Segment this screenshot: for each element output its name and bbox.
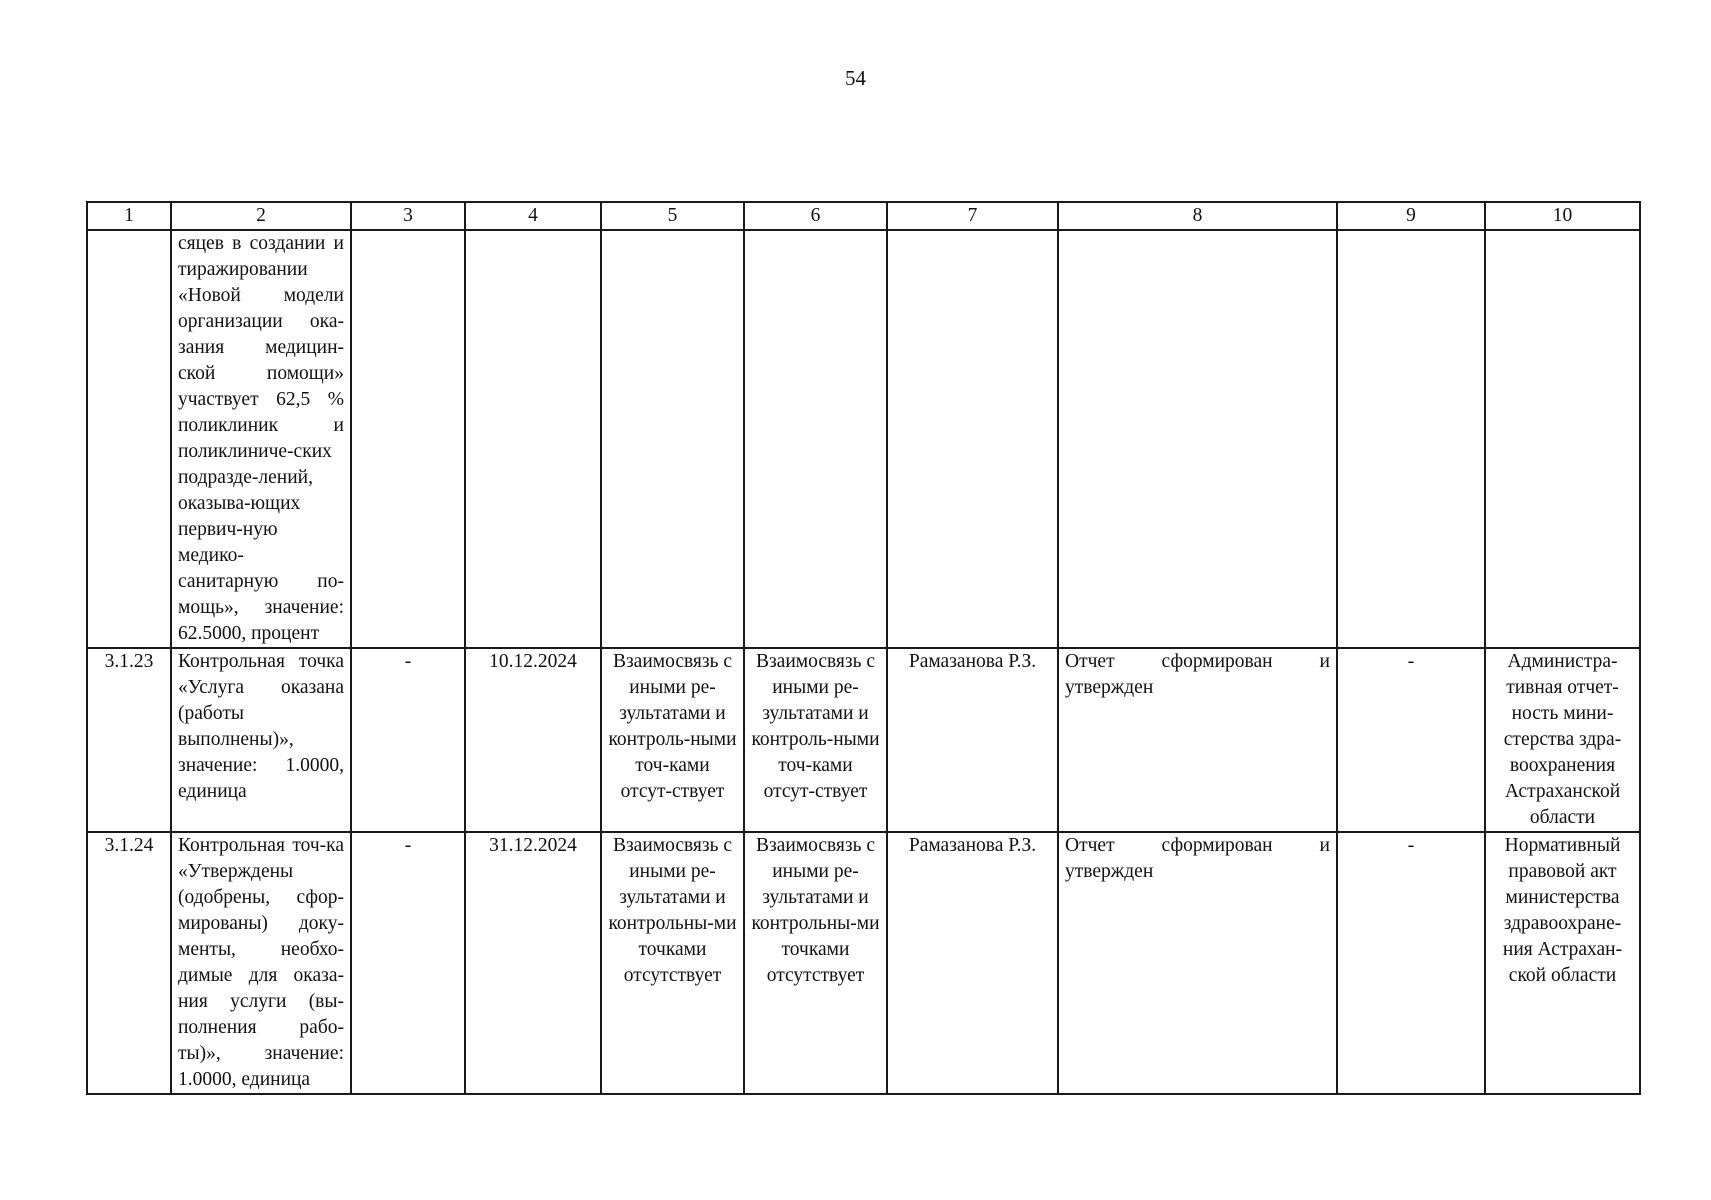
confirming-document: Нормативный правовой акт министерства здравоохране-ния Астрахан-ской области — [1485, 832, 1640, 1094]
deadline-date: 10.12.2024 — [465, 648, 601, 832]
col9-value: - — [1337, 832, 1485, 1094]
confirming-document: Администра-тивная отчет-ность мини-стерства здра-воохранения Астраханской области — [1485, 648, 1640, 832]
header-cell-1: 1 — [87, 202, 171, 230]
table-row — [87, 648, 1640, 832]
header-cell-5: 5 — [601, 202, 744, 230]
result-description: Отчет сформирован и утвержден — [1058, 648, 1337, 832]
row-number: 3.1.23 — [87, 648, 171, 832]
result-description: Отчет сформирован и утвержден — [1058, 832, 1337, 1094]
control-points-table — [86, 201, 1641, 1095]
header-cell-2: 2 — [171, 202, 351, 230]
col9-value: - — [1337, 648, 1485, 832]
continued-indicator-text: сяцев в создании и тиражировании «Новой модели организации ока-зания медицин-ской помощи» участвует 62,5 % поликлиник и поликлиниче-ских подразде-лений, оказыва-ющих первич-ную медико-санитарную по-мощь», значение: 62.5000, процент — [178, 233, 344, 644]
cont-cell-9 — [1337, 230, 1485, 648]
header-cell-4: 4 — [465, 202, 601, 230]
cont-cell-8 — [1058, 230, 1337, 648]
responsible-person: Рамазанова Р.З. — [887, 648, 1058, 832]
cont-cell-1 — [87, 230, 171, 648]
cont-cell-6 — [744, 230, 887, 648]
page-number: 54 — [845, 66, 866, 90]
cont-cell-10 — [1485, 230, 1640, 648]
header-cell-10: 10 — [1485, 202, 1640, 230]
cont-cell-3 — [351, 230, 465, 648]
col3-value: - — [351, 832, 465, 1094]
control-point-name: Контрольная точка «Услуга оказана (работы выполнены)», значение: 1.0000, единица — [171, 648, 351, 832]
relation-results: Взаимосвязь с иными ре-зультатами и контрольны-ми точками отсутствует — [601, 832, 744, 1094]
cont-cell-7 — [887, 230, 1058, 648]
relation-results: Взаимосвязь с иными ре-зультатами и контроль-ными точ-ками отсут-ствует — [601, 648, 744, 832]
relation-control-points: Взаимосвязь с иными ре-зультатами и контрольны-ми точками отсутствует — [744, 832, 887, 1094]
col3-value: - — [351, 648, 465, 832]
header-cell-3: 3 — [351, 202, 465, 230]
header-cell-6: 6 — [744, 202, 887, 230]
header-cell-7: 7 — [887, 202, 1058, 230]
table-header-row — [87, 202, 1640, 230]
cont-cell-4 — [465, 230, 601, 648]
cont-cell-2 — [171, 230, 351, 648]
deadline-date: 31.12.2024 — [465, 832, 601, 1094]
relation-control-points: Взаимосвязь с иными ре-зультатами и контроль-ными точ-ками отсут-ствует — [744, 648, 887, 832]
cont-cell-5 — [601, 230, 744, 648]
header-cell-8: 8 — [1058, 202, 1337, 230]
row-number: 3.1.24 — [87, 832, 171, 1094]
responsible-person: Рамазанова Р.З. — [887, 832, 1058, 1094]
control-point-name: Контрольная точ-ка «Утверждены (одобрены, сфор-мированы) доку-менты, необхо-димые для оказа-ния услуги (вы-полнения рабо-ты)», значение: 1.0000, единица — [171, 832, 351, 1094]
table-row-continuation — [87, 230, 1640, 648]
table-row — [87, 832, 1640, 1094]
header-cell-9: 9 — [1337, 202, 1485, 230]
